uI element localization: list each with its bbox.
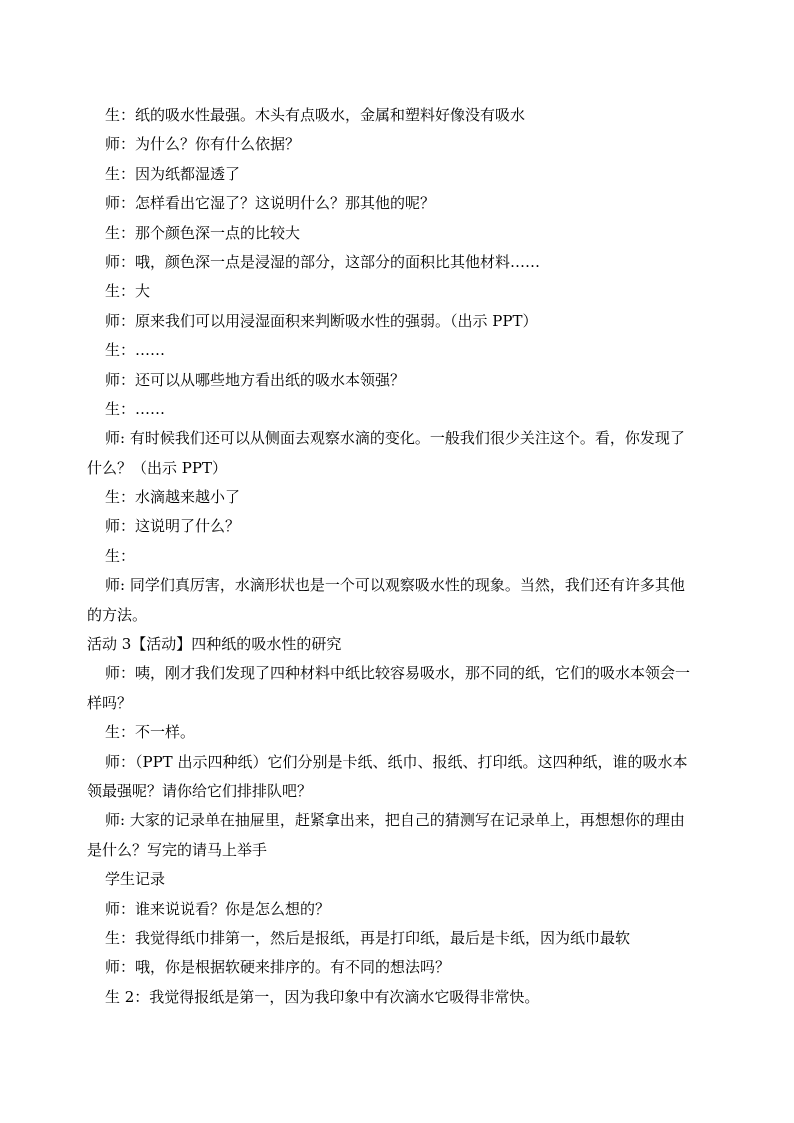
text-line: 生：…… <box>105 399 166 418</box>
text-line: 生：因为纸都湿透了 <box>105 164 241 183</box>
text-line: 师：这说明了什么？ <box>105 517 241 536</box>
text-line: 生：纸的吸水性最强。木头有点吸水，金属和塑料好像没有吸水 <box>105 106 526 124</box>
text-line: 活动 3【活动】四种纸的吸水性的研究 <box>87 635 342 654</box>
text-line: 师：咦，刚才我们发现了四种材料中纸比较容易吸水，那不同的纸，它们的吸水本领会一 <box>105 664 691 683</box>
text-line: 师：怎样看出它湿了？这说明什么？那其他的呢？ <box>105 194 436 213</box>
text-line: 领最强呢？请你给它们排排队吧？ <box>87 781 313 800</box>
text-line: 生：不一样。 <box>105 723 196 742</box>
text-line: 师：谁来说说看？你是怎么想的？ <box>105 899 331 918</box>
text-line: 师：还可以从哪些地方看出纸的吸水本领强？ <box>105 370 406 389</box>
text-line: 师：哦，颜色深一点是浸湿的部分，这部分的面积比其他材料…… <box>105 252 541 271</box>
text-line: 生：…… <box>105 341 166 360</box>
text-line: 什么？（出示 PPT） <box>87 458 227 477</box>
text-line: 师: 大家的记录单在抽屉里，赶紧拿出来，把自己的猜测写在记录单上，再想想你的理由 <box>105 811 685 830</box>
text-line: 师：为什么？你有什么依据？ <box>105 135 301 154</box>
text-line: 师：原来我们可以用浸湿面积来判断吸水性的强弱。（出示 PPT） <box>105 311 538 330</box>
text-line: 生：我觉得纸巾排第一，然后是报纸，再是打印纸，最后是卡纸，因为纸巾最软 <box>105 928 631 947</box>
text-line: 师：（PPT 出示四种纸）它们分别是卡纸、纸巾、报纸、打印纸。这四种纸，谁的吸水本 <box>105 752 688 771</box>
text-line: 师: 同学们真厉害，水滴形状也是一个可以观察吸水性的现象。当然，我们还有许多其他 <box>105 576 685 595</box>
text-line: 的方法。 <box>87 605 148 624</box>
text-line: 生：水滴越来越小了 <box>105 488 241 507</box>
text-line: 生 2：我觉得报纸是第一，因为我印象中有次滴水它吸得非常快。 <box>105 987 540 1006</box>
text-line: 师: 有时候我们还可以从侧面去观察水滴的变化。一般我们很少关注这个。看，你发现了 <box>105 429 685 448</box>
text-line: 学生记录 <box>105 870 166 889</box>
text-line: 生：那个颜色深一点的比较大 <box>105 223 301 242</box>
text-line: 师：哦，你是根据软硬来排序的。有不同的想法吗？ <box>105 958 451 977</box>
document-body <box>87 101 727 1012</box>
text-line: 生： <box>105 546 136 565</box>
text-line: 是什么？写完的请马上举手 <box>87 840 268 859</box>
text-line: 样吗？ <box>87 693 133 712</box>
text-line: 生：大 <box>105 282 151 301</box>
